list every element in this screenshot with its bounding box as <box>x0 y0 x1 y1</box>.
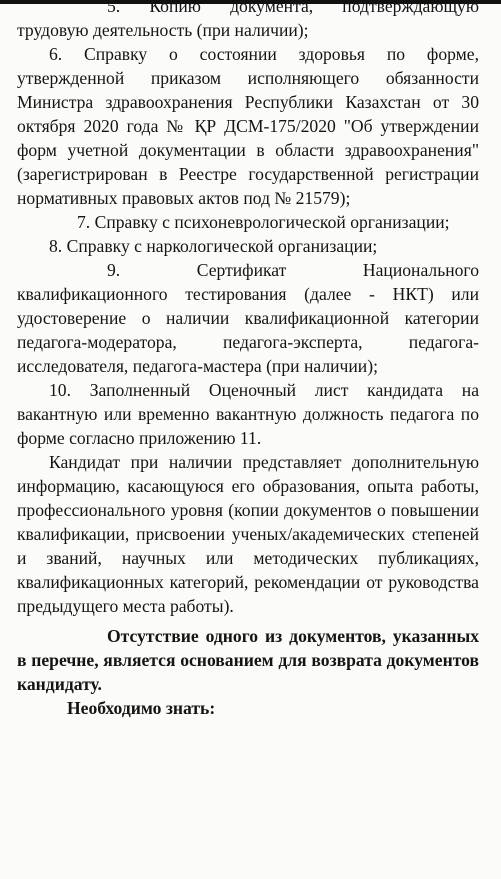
next-section-heading: Необходимо знать: <box>67 698 216 718</box>
list-item-8: 8. Справку с наркологической организации; <box>49 236 378 256</box>
list-item-10: 10. Заполненный Оценочный лист кандидата на вакантную или временно вакантную должность педагога по форме согласно приложению 11. <box>17 380 479 448</box>
notice-paragraph: Отсутствие одного из документов, указанных в перечне, является основанием для возврата документов кандидату. <box>17 626 479 694</box>
list-item-5: 5. Копию документа, подтверждающую трудовую деятельность (при наличии); <box>17 0 479 40</box>
additional-info-paragraph: Кандидат при наличии представляет дополнительную информацию, касающуюся его образования, опыта работы, профессионального уровня (копии документов о повышении квалификации, присвоении ученых/академических степеней и званий, научных или методических публикациях, квалификационных категорий, рекомендации от руководства предыдущего места работы). <box>17 452 479 616</box>
list-item-7: 7. Справку с психоневрологической организации; <box>77 212 450 232</box>
list-item-9: 9. Сертификат Национального квалификационного тестирования (далее - НКТ) или удостоверение о наличии квалификационной категории педагога-модератора, педагога-эксперта, педагога-исследователя, педагога-мастера (при наличии); <box>17 260 479 376</box>
document-text <box>17 0 479 720</box>
list-item-6: 6. Справку о состоянии здоровья по форме, утвержденной приказом исполняющего обязанности Министра здравоохранения Республики Казахстан от 30 октября 2020 года № ҚР ДСМ-175/2020 "Об утверждении форм учетной документации в области здравоохранения" (зарегистрирован в Реестре государственной регистрации нормативных правовых актов под № 21579); <box>17 44 479 208</box>
